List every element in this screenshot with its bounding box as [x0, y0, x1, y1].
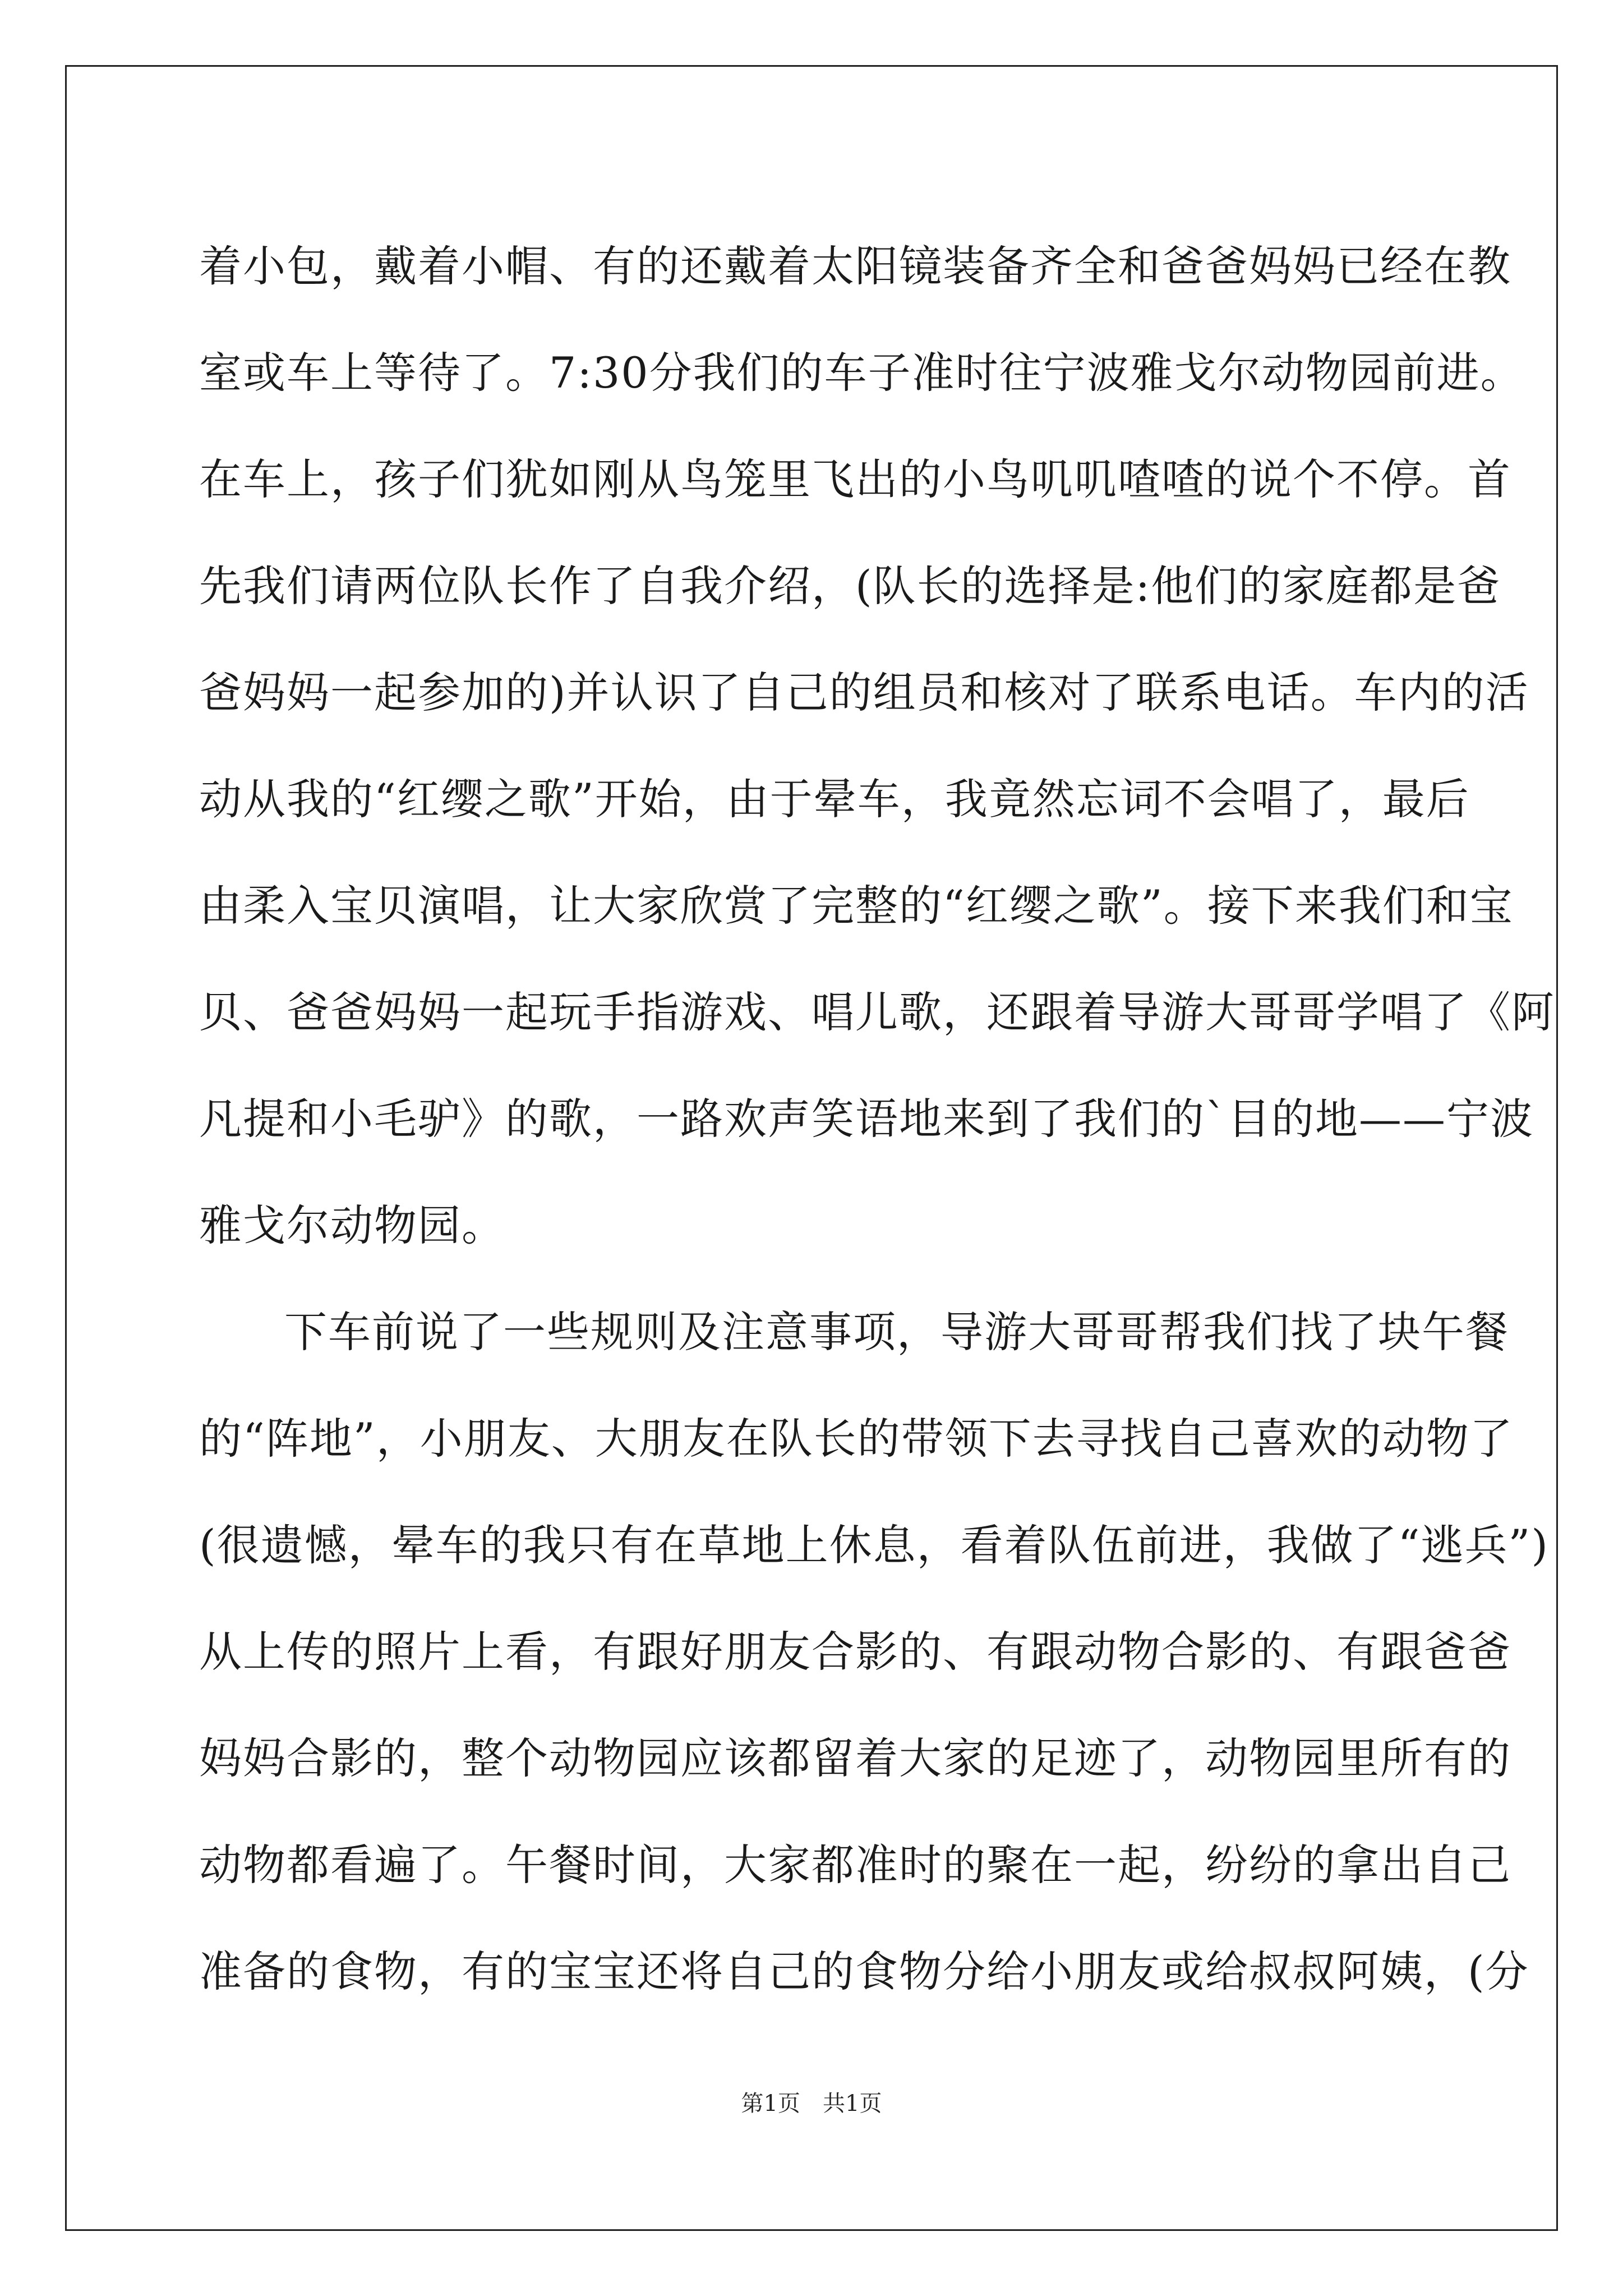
text-line-17: 准备的食物，有的宝宝还将自己的食物分给小朋友或给叔叔阿姨，(分: [199, 1947, 1529, 1996]
text-line-14: 从上传的照片上看，有跟好朋友合影的、有跟动物合影的、有跟爸爸: [199, 1627, 1511, 1677]
text-line-12: 的“阵地”，小朋友、大朋友在队长的带领下去寻找自己喜欢的动物了: [199, 1414, 1514, 1464]
text-line-16: 动物都看遍了。午餐时间，大家都准时的聚在一起，纷纷的拿出自己: [199, 1840, 1511, 1890]
text-line-10: 雅戈尔动物园。: [199, 1200, 505, 1250]
text-line-8: 贝、爸爸妈妈一起玩手指游戏、唱儿歌，还跟着导游大哥哥学唱了《阿: [199, 987, 1555, 1037]
text-line-6: 动从我的“红缨之歌”开始，由于晕车，我竟然忘词不会唱了，最后: [199, 774, 1470, 824]
text-line-15: 妈妈合影的，整个动物园应该都留着大家的足迹了，动物园里所有的: [199, 1733, 1511, 1783]
text-line-9: 凡提和小毛驴》的歌，一路欢声笑语地来到了我们的`目的地——宁波: [199, 1094, 1534, 1144]
document-body: [199, 213, 1555, 2025]
text-line-2: 室或车上等待了。7:30分我们的车子准时往宁波雅戈尔动物园前进。: [199, 348, 1524, 398]
text-line-13: (很遗憾，晕车的我只有在草地上休息，看着队伍前进，我做了“逃兵”): [199, 1520, 1550, 1570]
text-line-4: 先我们请两位队长作了自我介绍，(队长的选择是:他们的家庭都是爸: [199, 561, 1501, 611]
text-line-7: 由柔入宝贝演唱，让大家欣赏了完整的“红缨之歌”。接下来我们和宝: [199, 881, 1514, 931]
text-line-5: 爸妈妈一起参加的)并认识了自己的组员和核对了联系电话。车内的活: [199, 668, 1529, 717]
text-line-1: 着小包，戴着小帽、有的还戴着太阳镜装备齐全和爸爸妈妈已经在教: [199, 241, 1511, 291]
text-line-3: 在车上，孩子们犹如刚从鸟笼里飞出的小鸟叽叽喳喳的说个不停。首: [199, 454, 1511, 504]
paragraph-start-line: 下车前说了一些规则及注意事项，导游大哥哥帮我们找了块午餐: [284, 1307, 1509, 1357]
page-number-footer: 第1页 共1页: [741, 2091, 882, 2116]
